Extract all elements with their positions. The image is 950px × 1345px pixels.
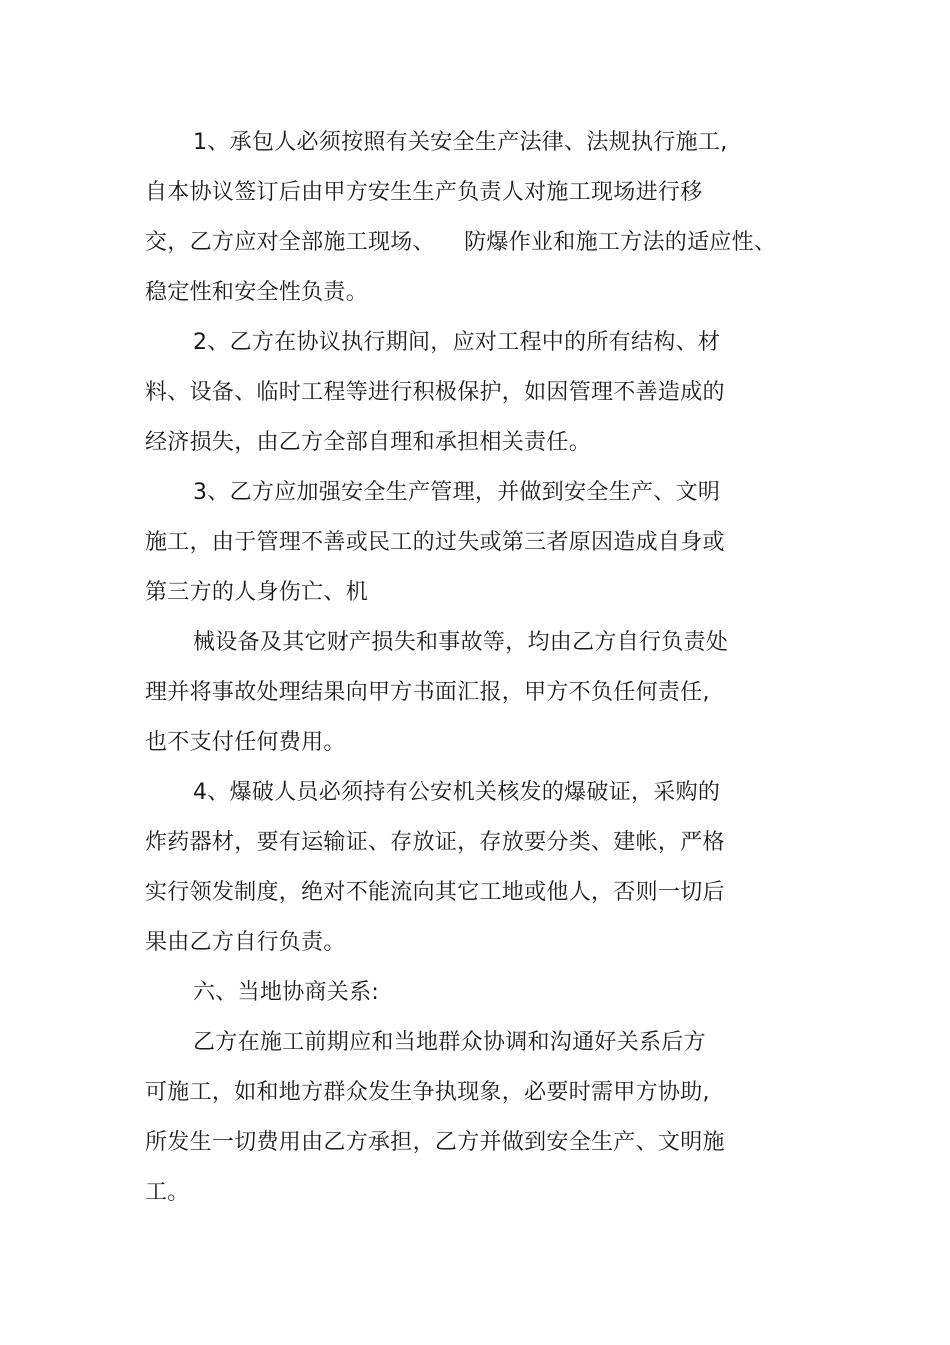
paragraph-2-line-2: 料、设备、临时工程等进行积极保护，如因管理不善造成的	[145, 380, 725, 405]
paragraph-4-line-2: 理并将事故处理结果向甲方书面汇报，甲方不负任何责任,	[145, 680, 710, 705]
paragraph-3-line-1: 3、乙方应加强安全生产管理，并做到安全生产、文明	[193, 480, 721, 505]
paragraph-1-line-3: 交，乙方应对全部施工现场、 防爆作业和施工方法的适应性、	[145, 230, 777, 255]
paragraph-5-line-3: 实行领发制度，绝对不能流向其它工地或他人，否则一切后	[145, 880, 725, 905]
paragraph-1-line-4: 稳定性和安全性负责。	[145, 280, 369, 305]
section-heading: 六、当地协商关系:	[193, 980, 380, 1005]
paragraph-5-line-4: 果由乙方自行负责。	[145, 930, 346, 955]
paragraph-6-line-2: 可施工，如和地方群众发生争执现象，必要时需甲方协助,	[145, 1080, 710, 1105]
paragraph-5-line-1: 4、爆破人员必须持有公安机关核发的爆破证，采购的	[193, 780, 721, 805]
paragraph-3-line-3: 第三方的人身伤亡、机	[145, 580, 369, 605]
paragraph-6-line-4: 工。	[145, 1180, 190, 1205]
paragraph-1-line-1: 1、承包人必须按照有关安全生产法律、法规执行施工,	[193, 130, 728, 155]
paragraph-2-line-1: 2、乙方在协议执行期间，应对工程中的所有结构、材	[193, 330, 721, 355]
paragraph-1-line-2: 自本协议签订后由甲方安生生产负责人对施工现场进行移	[145, 180, 703, 205]
paragraph-6-line-3: 所发生一切费用由乙方承担，乙方并做到安全生产、文明施	[145, 1130, 725, 1155]
paragraph-6-line-1: 乙方在施工前期应和当地群众协调和沟通好关系后方	[193, 1030, 706, 1055]
paragraph-5-line-2: 炸药器材，要有运输证、存放证，存放要分类、建帐，严格	[145, 830, 725, 855]
paragraph-2-line-3: 经济损失，由乙方全部自理和承担相关责任。	[145, 430, 592, 455]
paragraph-3-line-2: 施工，由于管理不善或民工的过失或第三者原因造成自身或	[145, 530, 725, 555]
paragraph-4-line-1: 械设备及其它财产损失和事故等，均由乙方自行负责处	[193, 630, 729, 655]
paragraph-4-line-3: 也不支付任何费用。	[145, 730, 346, 755]
